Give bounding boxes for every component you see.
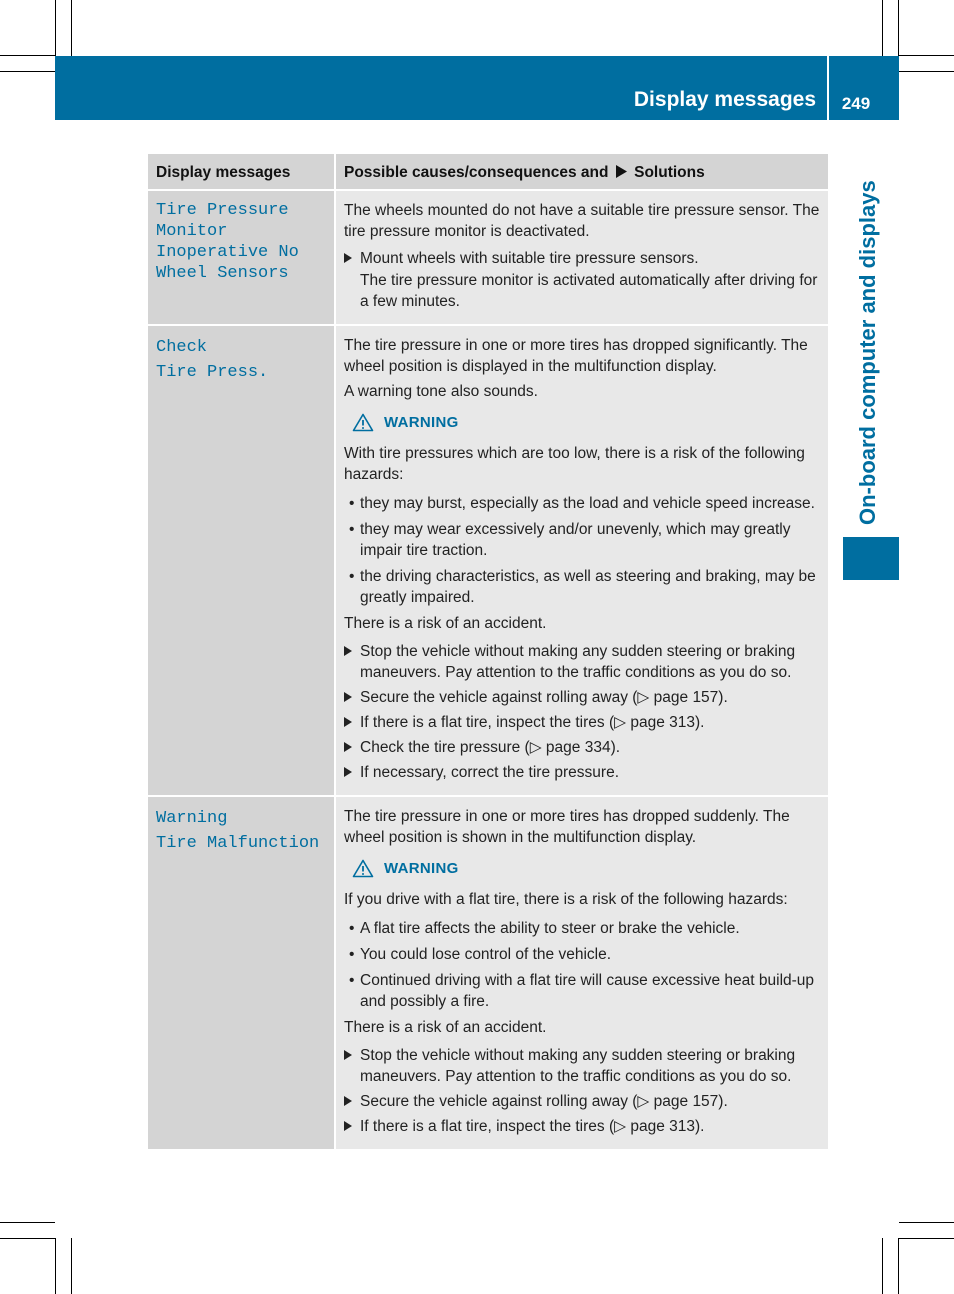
action-step [344,737,820,758]
hazard-text: they may burst, especially as the load and vehicle speed increase. [360,495,815,512]
solution-cell [335,796,828,1149]
display-message-line: Tire Press. [156,363,269,382]
warning-text: If you drive with a flat tire, there is a risk of the following hazards: [344,891,788,908]
crop-mark [899,1238,954,1239]
crop-mark [55,1238,56,1294]
warning-triangle-icon [352,413,374,432]
bullet-dot: • [349,568,355,585]
display-message-line: Tire Malfunction [156,834,320,853]
step-arrow-icon [344,1121,352,1131]
crop-mark [899,71,954,72]
hazard-bullet [344,566,820,608]
crop-mark [55,0,56,56]
play-arrow-icon [616,165,627,178]
step-arrow-icon [344,1050,352,1060]
column-header-causes: Possible causes/consequences and [344,164,609,181]
table-header-row [148,154,828,190]
display-message-cell [148,325,335,796]
column-header-solutions: Solutions [634,164,705,181]
hazard-text: the driving characteristics, as well as steering and braking, may be greatly impaired. [360,568,816,606]
cause-text: A warning tone also sounds. [344,383,538,400]
hazard-bullet [344,970,820,1012]
action-step [344,641,820,683]
display-message-line: Tire Pressure [156,201,289,220]
display-messages-table [148,154,828,1149]
crop-mark [899,1222,954,1223]
display-message-cell [148,796,335,1149]
hazard-bullet [344,493,820,514]
display-message-line: Check [156,338,208,357]
crop-mark [899,55,954,56]
action-step-text: Check the tire pressure (▷ page 334). [360,739,621,756]
crop-mark [71,1238,72,1294]
action-step-text: Stop the vehicle without making any sudden steering or braking maneuvers. Pay attention to the traffic conditions as you do so. [360,1047,796,1085]
action-step [344,712,820,733]
action-step-text: If there is a flat tire, inspect the tires (▷ page 313). [360,1118,705,1135]
warning-label: WARNING [384,860,459,877]
cause-text: The tire pressure in one or more tires has dropped significantly. The wheel position is displayed in the multifunction display. [344,337,808,375]
display-message-line: Warning [156,809,228,828]
risk-text: There is a risk of an accident. [344,1019,547,1036]
bullet-dot: • [349,972,355,989]
action-step-text: If there is a flat tire, inspect the tires (▷ page 313). [360,714,705,731]
header-divider [827,56,829,120]
bullet-dot: • [349,946,355,963]
crop-mark [882,1238,883,1294]
hazard-text: they may wear excessively and/or unevenly, which may greatly impair tire traction. [360,521,791,559]
display-message-line: Inoperative No [156,243,299,262]
crop-mark [0,55,55,56]
crop-mark [0,71,55,72]
warning-heading [352,412,820,433]
action-step [344,687,820,708]
action-step-text: Mount wheels with suitable tire pressure sensors. [360,250,699,267]
step-arrow-icon [344,692,352,702]
action-step-text: Stop the vehicle without making any sudden steering or braking maneuvers. Pay attention to the traffic conditions as you do so. [360,643,796,681]
step-note: The tire pressure monitor is activated automatically after driving for a few minutes. [360,272,818,310]
step-arrow-icon [344,253,352,263]
crop-mark [898,1238,899,1294]
crop-mark [0,1222,55,1223]
crop-mark [898,0,899,56]
action-step-text: If necessary, correct the tire pressure. [360,764,620,781]
chapter-tab [843,537,899,580]
column-header-display-messages: Display messages [148,154,335,190]
warning-triangle-icon [352,859,374,878]
display-message-line: Wheel Sensors [156,264,289,283]
hazard-text: A flat tire affects the ability to steer or brake the vehicle. [360,920,740,937]
solution-cell [335,190,828,325]
warning-text: With tire pressures which are too low, there is a risk of the following hazards: [344,445,805,483]
page-number: 249 [841,94,871,113]
display-message-cell [148,190,335,325]
table-row [148,190,828,325]
action-step [344,1116,820,1137]
hazard-bullet [344,918,820,939]
bullet-dot: • [349,495,355,512]
cause-text: The wheels mounted do not have a suitable tire pressure sensor. The tire pressure monitor is deactivated. [344,202,820,240]
crop-mark [882,0,883,56]
column-header-causes-solutions [335,154,828,190]
display-message-line: Monitor [156,222,228,241]
page-title: Display messages [633,88,816,111]
warning-heading [352,858,820,879]
action-step-text: Secure the vehicle against rolling away (▷ page 157). [360,689,728,706]
step-arrow-icon [344,742,352,752]
step-arrow-icon [344,1096,352,1106]
action-step [344,1091,820,1112]
action-step [344,762,820,783]
action-step [344,248,820,269]
table-row [148,325,828,796]
risk-text: There is a risk of an accident. [344,615,547,632]
hazard-text: Continued driving with a flat tire will cause excessive heat build-up and possibly a fire. [360,972,815,1010]
action-step-text: Secure the vehicle against rolling away (▷ page 157). [360,1093,728,1110]
hazard-text: You could lose control of the vehicle. [360,946,612,963]
bullet-dot: • [349,521,355,538]
crop-mark [71,0,72,56]
step-arrow-icon [344,767,352,777]
bullet-dot: • [349,920,355,937]
solution-cell [335,325,828,796]
step-arrow-icon [344,717,352,727]
cause-text: The tire pressure in one or more tires has dropped suddenly. The wheel position is shown in the multifunction display. [344,808,790,846]
step-arrow-icon [344,646,352,656]
warning-label: WARNING [384,414,459,431]
hazard-bullet [344,944,820,965]
chapter-label: On-board computer and displays [855,180,880,525]
action-step [344,1045,820,1087]
crop-mark [0,1238,55,1239]
hazard-bullet [344,519,820,561]
table-row [148,796,828,1149]
